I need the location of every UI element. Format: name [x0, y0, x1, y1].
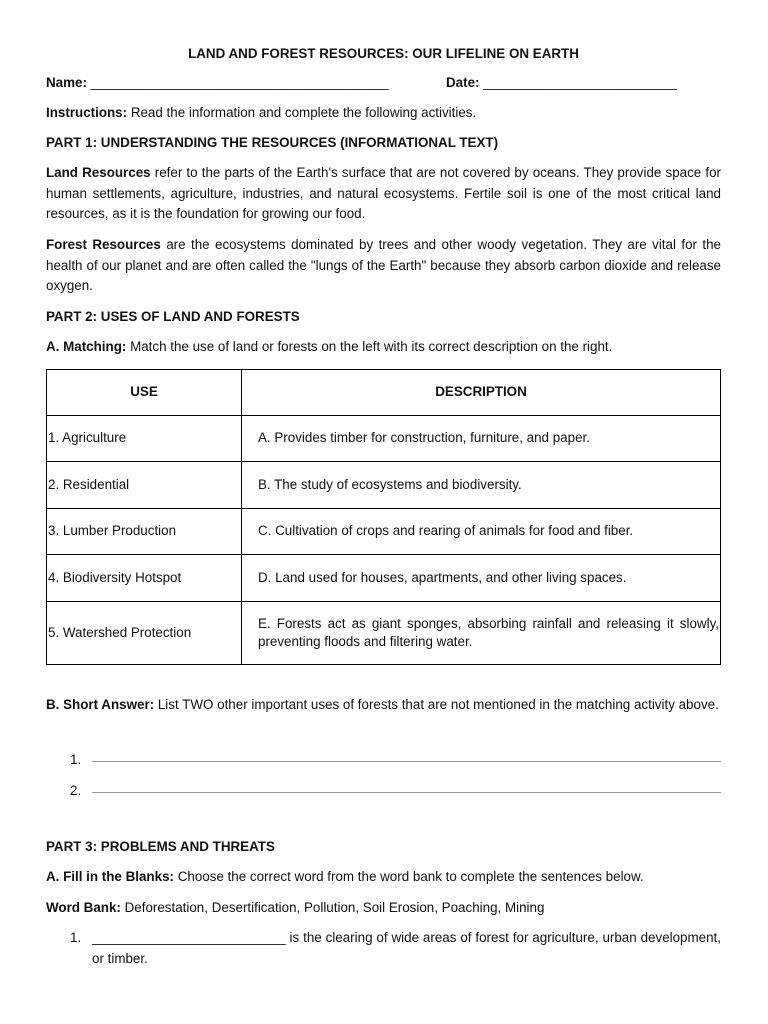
fill-blanks-text: Choose the correct word from the word bank to complete the sentences below.	[173, 869, 644, 884]
short-answer-text: List TWO other important uses of forests that are not mentioned in the matching activity above.	[154, 697, 719, 712]
short-answer-instructions	[46, 695, 721, 716]
answer-number: 2.	[70, 783, 82, 798]
table-row	[47, 462, 721, 509]
table-row	[47, 555, 721, 602]
table-header-row	[47, 370, 721, 416]
use-cell: 4. Biodiversity Hotspot	[47, 555, 242, 602]
use-column-header: USE	[47, 370, 242, 416]
use-cell: 3. Lumber Production	[47, 509, 242, 555]
answer-number: 1.	[70, 752, 82, 767]
description-cell: C. Cultivation of crops and rearing of animals for food and fiber.	[242, 509, 721, 555]
item-text[interactable]: __________________________ is the clearing of wide areas of forest for agriculture, urban development, or timber.	[92, 930, 721, 966]
answer-rule[interactable]	[92, 761, 721, 762]
name-label: Name:	[46, 75, 87, 90]
land-resources-paragraph	[46, 163, 721, 225]
description-cell: D. Land used for houses, apartments, and other living spaces.	[242, 555, 721, 602]
item-number: 1.	[70, 930, 82, 945]
use-cell: 5. Watershed Protection	[47, 602, 242, 665]
answer-line-2[interactable]	[70, 781, 721, 802]
matching-text: Match the use of land or forests on the left with its correct description on the right.	[126, 339, 613, 354]
part2-heading: PART 2: USES OF LAND AND FORESTS	[46, 309, 300, 324]
forest-resources-term: Forest Resources	[46, 237, 161, 252]
instructions-text: Read the information and complete the following activities.	[127, 105, 477, 120]
fill-blank-item-1	[70, 928, 721, 969]
part1-heading: PART 1: UNDERSTANDING THE RESOURCES (INFORMATIONAL TEXT)	[46, 135, 499, 150]
forest-resources-text: are the ecosystems dominated by trees and other woody vegetation. They are vital for the health of our planet and are often called the "lungs of the Earth" because they absorb carbon dioxide and release oxygen.	[46, 237, 721, 293]
date-field[interactable]: __________________________	[483, 75, 677, 90]
use-cell: 1. Agriculture	[47, 416, 242, 462]
land-resources-term: Land Resources	[46, 165, 151, 180]
matching-table	[46, 369, 721, 665]
page-title: LAND AND FOREST RESOURCES: OUR LIFELINE ON EARTH	[188, 46, 579, 61]
word-bank-text: Deforestation, Desertification, Pollution, Soil Erosion, Poaching, Mining	[120, 900, 545, 915]
name-field[interactable]: ________________________________________	[90, 75, 389, 90]
forest-resources-paragraph	[46, 235, 721, 297]
fill-blanks-instructions	[46, 867, 721, 888]
table-row	[47, 509, 721, 555]
part3-heading: PART 3: PROBLEMS AND THREATS	[46, 839, 275, 854]
date-label: Date:	[446, 75, 480, 90]
short-answer-label: B. Short Answer:	[46, 697, 155, 712]
matching-instructions	[46, 337, 721, 358]
table-row	[47, 602, 721, 665]
answer-line-1[interactable]	[70, 750, 721, 771]
instructions	[46, 103, 721, 124]
word-bank	[46, 898, 721, 919]
answer-rule[interactable]	[92, 792, 721, 793]
description-cell: E. Forests act as giant sponges, absorbing rainfall and releasing it slowly, preventing floods and filtering water.	[242, 602, 721, 665]
matching-label: A. Matching:	[46, 339, 127, 354]
description-cell: B. The study of ecosystems and biodiversity.	[242, 462, 721, 509]
use-cell: 2. Residential	[47, 462, 242, 509]
word-bank-label: Word Bank:	[46, 900, 121, 915]
table-row	[47, 416, 721, 462]
description-column-header: DESCRIPTION	[242, 370, 721, 416]
land-resources-text: refer to the parts of the Earth's surface that are not covered by oceans. They provide space for human settlements, agriculture, industries, and natural ecosystems. Fertile soil is one of the most critical land resources, as it is the foundation for growing our food.	[46, 165, 721, 221]
instructions-label: Instructions:	[46, 105, 128, 120]
description-cell: A. Provides timber for construction, furniture, and paper.	[242, 416, 721, 462]
fill-blanks-label: A. Fill in the Blanks:	[46, 869, 174, 884]
